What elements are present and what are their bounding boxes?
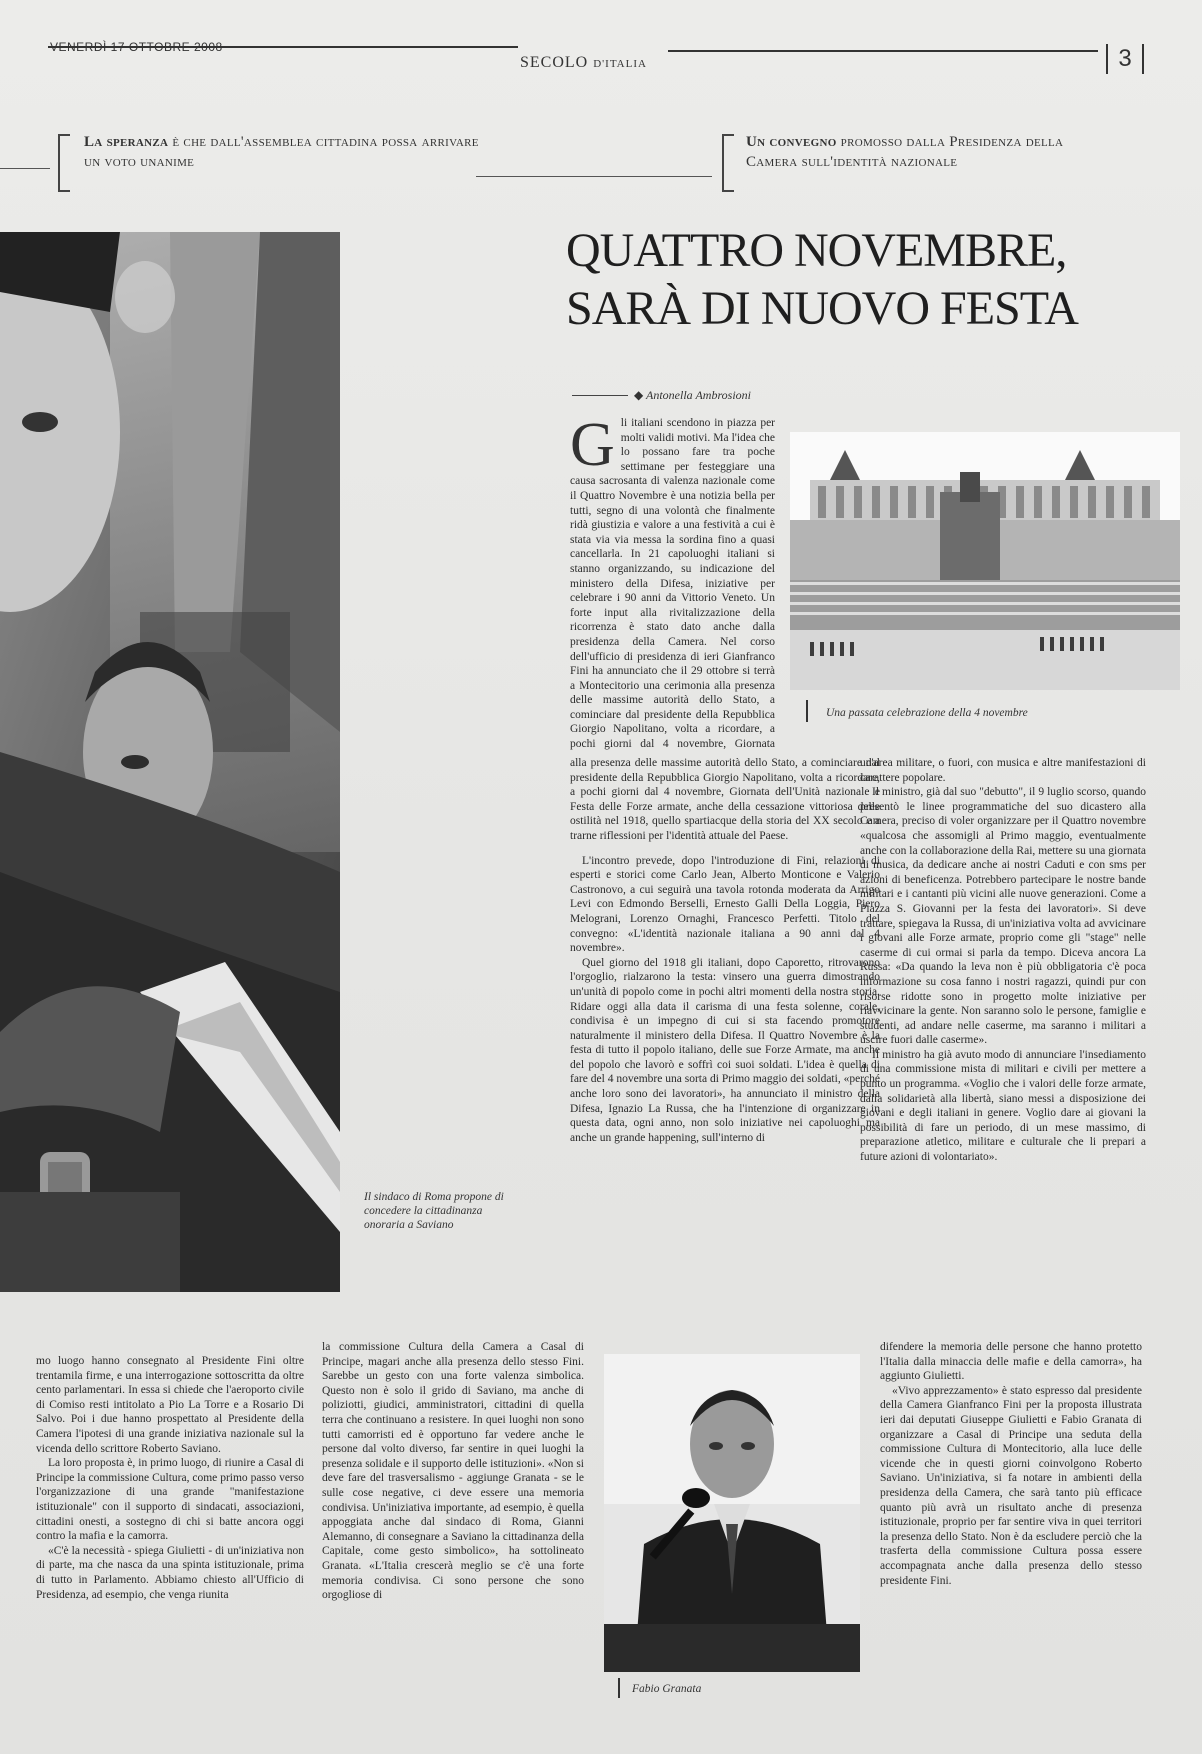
mayor-caption: Il sindaco di Roma propone di concedere la cittadinanza onoraria a Saviano bbox=[364, 1191, 504, 1231]
kicker-right-text: promosso dalla Presidenza della Camera sull'identità nazionale bbox=[746, 134, 1064, 170]
headline-line-2: SARÀ DI NUOVO FESTA bbox=[566, 282, 1078, 335]
bottom-column-3 bbox=[880, 1340, 1142, 1732]
article-column-1-wide bbox=[570, 756, 880, 1286]
byline-author: Antonella Ambrosioni bbox=[646, 388, 752, 402]
bottom-col3-p1: difendere la memoria delle persone che hanno protetto l'Italia dalla minaccia delle mafie e della camorra», ha aggiunto Giulietti. bbox=[880, 1341, 1142, 1383]
bottom-column-2 bbox=[322, 1340, 584, 1732]
article-col2-paragraph-3: Il ministro ha già avuto modo di annunciare l'insediamento di una commissione mista di militari e civili per mettere a punto un programma. «Voglio che i valori delle forze armate, dalla solidarietà alla libertà, siano messi a disposizione dei giovani e degli italiani in genere. Voglio dare ai giovani la possibilità di fare un periodo, di un mese massimo, di preparazione atletico, militare e culturale che li prepari a future azioni di volontariato». bbox=[860, 1048, 1146, 1164]
article-col1-text: li italiani scendono in piazza per molti validi motivi. Ma l'idea che lo possano fare tra poche settimane per festeggiare una causa sacrosanta di valenza nazionale come il Quattro Novembre è una notizia bella per tutti, segno di una volontà che finalmente ridà giustizia e valore a una festività a cui è stata via via messa la sordina fino a quasi cancellarla. In 21 capoluoghi italiani si stanno organizzando, su indicazione del ministero della Difesa, iniziative per celebrare i 90 anni da Vittorio Veneto. Un forte input alla rivitalizzazione della ricorrenza è stato dato anche dalla presidenza della Camera. Nel corso dell'ufficio di presidenza di ieri Gianfranco Fini ha annunciato che il 29 ottobre si terrà a Montecitorio una cerimonia alla presenza delle massime autorità dello Stato, a cominciare dal presidente della Repubblica Giorgio Napolitano, volta a ricordare, a pochi giorni dal 4 novembre, Giornata bbox=[570, 417, 775, 751]
granata-photo bbox=[604, 1354, 860, 1672]
paper-subtitle: D'ITALIA bbox=[593, 58, 647, 70]
byline-rule bbox=[572, 395, 628, 396]
paper-title: SECOLO bbox=[520, 54, 589, 71]
article-headline bbox=[566, 222, 1186, 338]
bottom-col2-p1: la commissione Cultura della Camera a Casal di Principe, magari anche alla presenza dello stesso Fini. Sarebbe un gesto con una forte valenza simbolica. Questo non è solo il grido di Saviano, ma anche di poliziotti, giudici, amministratori, cittadini di quella terra che continuano a resistere. In quei luoghi non sono tutti camorristi ed è opportuno far vedere anche le persone dal volto diverso, far sentire in quei luoghi la presenza solidale e il supporto delle istituzioni». «Non si deve fare del trasversalismo - aggiunge Granata - se le sulle cose negative, ci deve essere una memoria condivisa. Un'iniziativa importante, ad esempio, è quella appoggiata anche dal sindaco di Roma, Gianni Alemanno, di consegnare a Saviano la cittadinanza della Capitale, come gesto simbolico», ha sottolineato Granata. «L'Italia crescerà meglio se c'è una forte memoria condivisa. Ci sono persone che sono orgogliose di bbox=[322, 1341, 584, 1602]
bottom-col1-p3: «C'è la necessità - spiega Giulietti - di un'iniziativa non di parte, ma che nasca da una spinta istituzionale, prima di tutto in Parlamento. Abbiamo chiesto all'Ufficio di Presidenza, ad esempio, che venga riunita bbox=[36, 1544, 304, 1601]
monument-photo bbox=[790, 432, 1180, 690]
bottom-col1-p1: mo luogo hanno consegnato al Presidente Fini oltre trentamila firme, e una interrogazione sottoscritta da oltre cento parlamentari. In essa si chiede che l'aeroporto civile di Comiso resti intitolato a Pio La Torre e a Rosario Di Salvo. Poi i due hanno prospettato al Presidente della Camera l'ipotesi di una grande iniziativa nazionale sul la vicenda dello scrittore Roberto Saviano. bbox=[36, 1355, 304, 1455]
article-col2-paragraph-2: Il ministro, già dal suo "debutto", il 9 luglio scorso, quando presentò le linee programmatiche del suo dicastero alla Camera, preciso di voler organizzare per il Quattro novembre «qualcosa che assomigli al Primo maggio, eventualmente anche con la collaborazione della Rai, mettere su una giornata di musica, da dedicare anche ai nostri Caduti e con sms per azioni di beneficenza. Potrebbero partecipare le nostre bande militari e i cantanti più vicini alle nuove generazioni. Come a Piazza S. Giovanni per la festa dei lavoratori». Si deve trattare, spiegava la Russa, di un'iniziativa volta ad avvicinare i giovani alle Forze armate, proprio come gli "stage" nelle caserme di cui ormai si parla da tempo. Diceva ancora La Russa: «Da quando la leva non è più obbligatoria c'è poca informazione su cosa fanno i nostri ragazzi, quindi pur con risorse ridotte sono in progetto molte iniziative per riavvicinare la gente. Non saranno solo le persone, famiglie e studenti, ad andare nelle caserme, ma saranno i militari a uscire fuori dalle caserme». bbox=[860, 786, 1146, 1047]
kicker-right-bold: Un convegno bbox=[746, 134, 837, 150]
article-column-2 bbox=[860, 756, 1146, 1290]
header-paper-name bbox=[520, 54, 647, 72]
kicker-right bbox=[746, 132, 1096, 172]
bottom-column-1 bbox=[36, 1354, 304, 1730]
granata-photo-image bbox=[604, 1354, 860, 1672]
byline: ◆ Antonella Ambrosioni bbox=[634, 388, 752, 402]
headline-line-1: QUATTRO NOVEMBRE, bbox=[566, 224, 1067, 277]
monument-caption-rule bbox=[806, 700, 808, 722]
article-paragraph-3: Quel giorno del 1918 gli italiani, dopo Caporetto, ritrovarono l'orgoglio, rialzarono la testa: vinsero una guerra dimostrando un'unità di popolo come in pochi altri momenti della nostra storia. Ridare oggi alla data il carisma di una festa solenne, corale, condivisa è un impegno di cui si sta facendo promotore naturalmente il ministero della Difesa. Il Quattro Novembre è la festa di tutto il popolo italiano, delle sue Forze Armate, ma anche del popolo che lavorò e soffrì coi suoi soldati. L'idea è quella di fare del 4 novembre una sorta di Primo maggio dei soldati, «perché anche loro sono dei lavoratori», ha annunciato il ministro della Difesa, Ignazio La Russa, che ha l'intenzione di organizzare in questa data, ogni anno, non solo iniziative nei capoluoghi ma anche un grande happening, sull'interno di bbox=[570, 956, 880, 1144]
granata-caption-rule bbox=[618, 1678, 620, 1698]
kicker-left-bold: La speranza bbox=[84, 134, 169, 150]
granata-caption: Fabio Granata bbox=[632, 1683, 702, 1695]
mayor-photo-image bbox=[0, 232, 340, 1292]
kicker-right-bracket bbox=[722, 134, 734, 192]
kicker-left bbox=[84, 132, 484, 172]
monument-photo-image bbox=[790, 432, 1180, 690]
kicker-left-bracket bbox=[58, 134, 70, 192]
bottom-col1-p2: La loro proposta è, in primo luogo, di riunire a Casal di Principe la commissione Cultura, come primo passo verso l'organizzazione di una grande "manifestazione istituzionale" con il supporto di sindacati, associazioni, cittadini onesti, a sostegno di chi si batte ancora oggi contro la mafia e la camorra. bbox=[36, 1457, 304, 1543]
kicker-left-rule bbox=[0, 168, 50, 169]
article-column-1 bbox=[570, 416, 775, 754]
dropcap: G bbox=[570, 416, 615, 479]
article-paragraph-2: L'incontro prevede, dopo l'introduzione di Fini, relazioni di esperti e storici come Carlo Jean, Alberto Monticone e Valerio Castronovo, a cui seguirà una tavola rotonda moderata da Arrigo Levi con Edmondo Berselli, Ernesto Galli Della Loggia, Piero Melograni, Lorenzo Ornaghi, Francesco Perfetti. Titolo del convegno: «L'identità nazionale italiana a 90 anni dal 4 novembre». bbox=[570, 854, 880, 955]
article-col2-lead: un'area militare, o fuori, con musica e altre manifestazioni di carattere popolare. bbox=[860, 757, 1146, 784]
header-rule-right bbox=[668, 50, 1098, 52]
kicker-left-rule2 bbox=[476, 176, 712, 177]
monument-caption: Una passata celebrazione della 4 novembre bbox=[826, 707, 1028, 719]
mayor-photo bbox=[0, 232, 340, 1292]
kicker-left-text: è che dall'assemblea cittadina possa arrivare un voto unanime bbox=[84, 134, 479, 170]
header-date: VENERDÌ 17 OTTOBRE 2008 bbox=[50, 40, 223, 54]
page-number: 3 bbox=[1106, 44, 1144, 74]
article-col1-continued: alla presenza delle massime autorità dello Stato, a cominciare dal presidente della Repubblica Giorgio Napolitano, volta a ricordare, a pochi giorni dal 4 novembre, Giornata dell'Unità nazionale e Festa delle Forze armate, anche della cessazione vittoriosa delle ostilità nel 1918, quello spartiacque della storia del XX secolo e a trarne riflessioni per l'identità attuale del Paese. bbox=[570, 757, 880, 842]
bottom-col3-p2: «Vivo apprezzamento» è stato espresso dal presidente della Camera Gianfranco Fini per la proposta illustrata ieri dai deputati Giuseppe Giulietti e Fabio Granata di organizzare a Casal di Principe una seduta della commissione Cultura di Montecitorio, alla luce delle vicende che in questi giorni coinvolgono Roberto Saviano. Un'iniziativa, si fa notare in ambienti della presidenza della Camera, che sarà tanto più efficace quanto più avrà un risultato anche di presenza istituzionale, proprio per far sentire viva in quei territori la presenza dello Stato. Non è da escludere perciò che la trasferta della commissione Cultura possa essere accompagnata anche dalla presenza dello stesso presidente Fini. bbox=[880, 1384, 1142, 1587]
